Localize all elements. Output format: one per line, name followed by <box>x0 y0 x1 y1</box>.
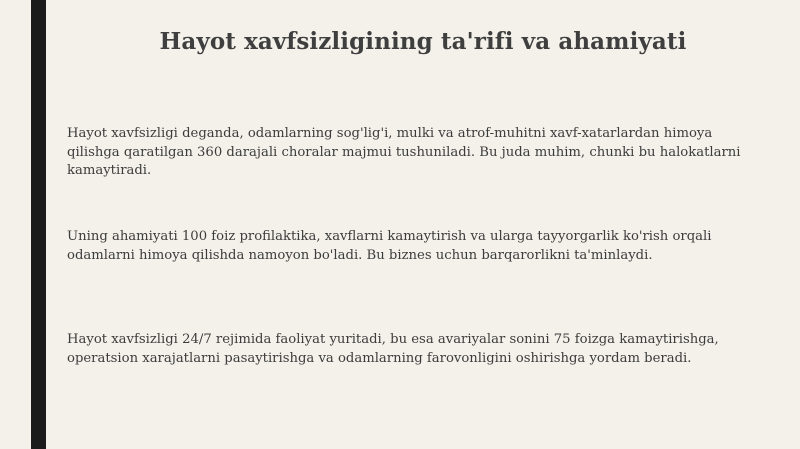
paragraph-operation: Hayot xavfsizligi 24/7 rejimida faoliyat yuritadi, bu esa avariyalar sonini 75 foizga kamaytirishga, operatsion xarajatlarni pasaytirishga va odamlarning farovonligini oshirishga yordam beradi. <box>67 332 719 366</box>
left-accent-bar <box>31 0 46 449</box>
slide-title: Hayot xavfsizligining ta'rifi va ahamiyati <box>159 28 687 55</box>
paragraph-importance: Uning ahamiyati 100 foiz profilaktika, xavflarni kamaytirish va ularga tayyorgarlik ko'rish orqali odamlarni himoya qilishda namoyon bo'ladi. Bu biznes uchun barqarorlikni ta'minlaydi. <box>67 229 712 263</box>
paragraph-definition: Hayot xavfsizligi deganda, odamlarning sog'lig'i, mulki va atrof-muhitni xavf-xatarlardan himoya qilishga qaratilgan 360 darajali choralar majmui tushuniladi. Bu juda muhim, chunki bu halokatlarni kamaytiradi. <box>67 126 741 178</box>
